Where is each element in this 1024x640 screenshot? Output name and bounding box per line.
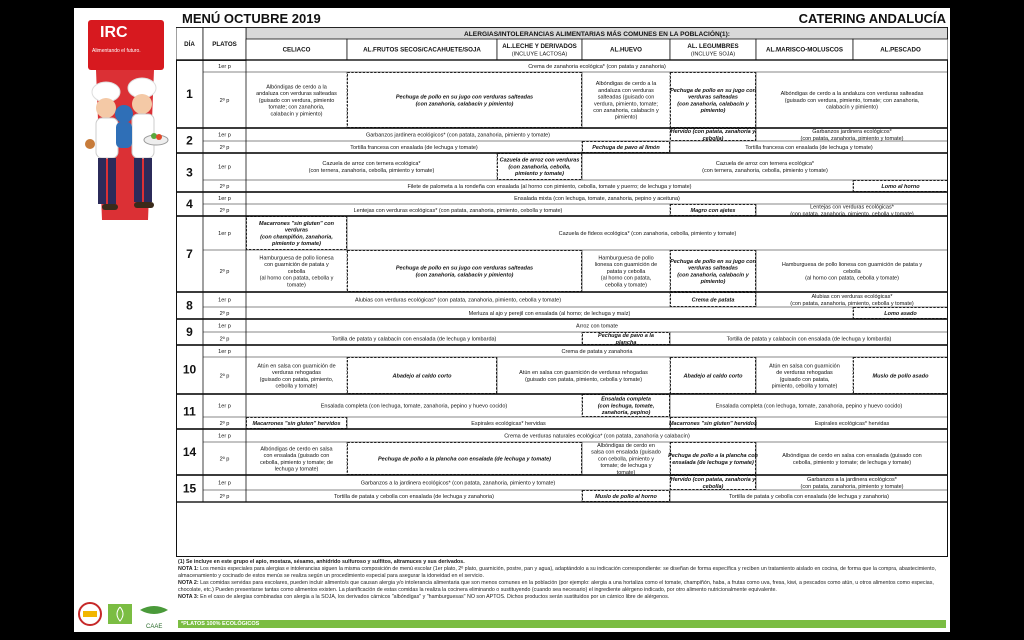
dish-text: Alubias con verduras ecológicas* (con patata, zanahoria, pimiento, cebolla y tomate) <box>354 297 562 304</box>
plato-label: 2º p <box>219 144 230 151</box>
logo-slogan: Alimentando el futuro. <box>92 48 141 54</box>
dish-text: Ensalada completa (con lechuga, tomate, zanahoria, pepino y huevo cocido) <box>320 403 508 410</box>
dish-text: Albóndigas de cerdo en salsa con ensalada (guisado con cebolla, pimiento y tomate; de lechuga y tomate) <box>591 443 661 476</box>
day-number: 4 <box>186 197 193 212</box>
plato-label: 2º p <box>219 456 230 463</box>
column-header <box>363 47 481 54</box>
dish-text: Hamburguesa de pollo lionesa con guarnición de patata y cebolla (al horno con patata, cebolla y tomate) <box>259 255 334 289</box>
dish-text: Ensalada completa (con lechuga, tomate, zanahoria, pepino) <box>597 396 655 417</box>
note-2: NOTA 2: Las comidas servidas para escolares, pueden incluir alimento/s que causan alergia y/o intolerancia alimentaria que son menos comunes en la población (por ejemplo: alergia a una hortaliza como el tomate, champiñón, haba, a frutas como uva, fresa, kiwi, a pescados como atún, u otros alimentos como especias, chocolate, etc.) Pueden presentarse tantas como alimentos existen. La planificación de estas comidas la realiza la cocinera eliminando o sustituyendo (cuando sea necesario) el ingrediente alérgeno indicado, por otro alimento nutricionalmente equivalente. <box>178 580 934 594</box>
column-header <box>184 40 195 48</box>
dish-text: Cazuela de arroz con ternera ecológica* (con ternera, zanahoria, cebolla, pimiento y tomate) <box>702 161 828 174</box>
dish-text: Atún en salsa con guarnición de verduras rehogadas (guisado con patata, pimiento, cebolla y tomate) <box>769 363 840 390</box>
dish-text: Pechuga de pollo en su jugo con verduras salteadas (con zanahoria, calabacín y pimiento) <box>670 258 756 285</box>
dish-text: Hamburguesa de pollo lionesa con guarnición de patata y cebolla (al horno con patata, cebolla y tomate) <box>594 255 658 289</box>
eco-footer-bar: *PLATOS 100% ECOLÓGICOS <box>178 620 946 628</box>
dish-text: Lentejas con verduras ecológicas* (con patata, zanahoria, pimiento, cebolla y tomate) <box>790 204 914 218</box>
menu-document <box>74 8 950 632</box>
dish-text: Espirales ecológicas* hervidas <box>471 420 546 427</box>
svg-text:PLATOS: PLATOS <box>212 41 237 49</box>
plato-label: 1er p <box>218 195 231 202</box>
dish-text: Tortilla de patata y calabacín con ensalada (de lechuga y lombarda) <box>331 336 497 343</box>
day-number: 1 <box>186 87 193 102</box>
dish-text: Tortilla francesa con ensalada (de lechuga y tomate) <box>745 144 873 151</box>
svg-text:AL.PESCADO: AL.PESCADO <box>880 46 921 54</box>
allergy-menu-table <box>176 27 948 557</box>
plato-label: 1er p <box>218 297 231 304</box>
svg-text:(INCLUYE SOJA): (INCLUYE SOJA) <box>690 51 736 58</box>
dish-text: Pechuga de pollo a la plancha con ensalada (de lechuga y tomate) <box>668 453 758 466</box>
dish-text: Pechuga de pavo a la plancha <box>598 333 654 346</box>
day-number: 3 <box>186 165 193 180</box>
dish-text: Ensalada mixta (con lechuga, tomate, zanahoria, pepino y aceituna) <box>514 195 680 202</box>
dish-text: Pechuga de pavo al limón <box>592 144 660 151</box>
column-header <box>880 47 921 54</box>
plato-label: 2º p <box>219 336 230 343</box>
plato-label: 1er p <box>218 480 231 487</box>
plato-label: 1er p <box>218 132 231 139</box>
dish-text: Abadejo al caldo corto <box>683 373 743 380</box>
dish-text: Magro con ajetes <box>690 207 736 214</box>
caae-logo-icon <box>140 606 168 614</box>
dish-text: Espirales ecológicas* hervidas <box>814 420 890 427</box>
column-header <box>212 41 237 48</box>
dish-text: Pechuga de pollo a la plancha con ensalada (de lechuga y tomate) <box>378 456 551 463</box>
group-header: ALERGIAS/INTOLERANCIAS ALIMENTARIAS MÁS COMUNES EN LA POBLACIÓN(1): <box>464 30 730 38</box>
svg-text:AL.FRUTOS SECOS/CACAHUETE/SOJA: AL.FRUTOS SECOS/CACAHUETE/SOJA <box>363 46 481 54</box>
chef-mascots-illustration <box>76 70 174 240</box>
svg-text:AL. LEGUMBRES: AL. LEGUMBRES <box>687 43 739 51</box>
dish-text: Macarrones "sin gluten" hervidos <box>668 420 758 427</box>
dish-text: Garbanzos a la jardinera ecológicos* (con patata, zanahoria, pimiento y tomate) <box>360 480 556 487</box>
dish-text: Albóndigas de cerdo a la andaluza con verduras salteadas (guisado con verdura, pimiento tomate; con zanahoria, calabacín y pimiento) <box>256 84 337 118</box>
day-number: 9 <box>186 325 193 340</box>
plato-label: 2º p <box>219 183 230 190</box>
day-number: 2 <box>186 133 193 148</box>
dish-text: Crema de patata y zanahoria <box>561 348 633 355</box>
dish-text: Garbanzos a la jardinera ecológicos* (con patata, zanahoria, pimiento y tomate) <box>800 477 904 490</box>
logo-text: IRC <box>100 24 128 41</box>
svg-text:AL.HUEVO: AL.HUEVO <box>610 46 642 54</box>
company-name: CATERING ANDALUCÍA <box>798 11 946 26</box>
dish-text: Cazuela de arroz con verduras (con zanahoria, cebolla, pimiento y tomate) <box>499 157 580 178</box>
dish-text: Cazuela de fideos ecológica* (con zanahoria, cebolla, pimiento y tomate) <box>558 230 737 237</box>
dish-text: Macarrones "sin gluten" hervidos <box>252 420 341 427</box>
dish-text: Pechuga de pollo en su jugo con verduras salteadas (con zanahoria, calabacín y pimiento) <box>395 94 534 108</box>
dish-text: Abadejo al caldo corto <box>392 373 452 380</box>
plato-label: 1er p <box>218 164 231 171</box>
svg-text:CELIACO: CELIACO <box>282 46 311 54</box>
dish-text: Pechuga de pollo en su jugo con verduras salteadas (con zanahoria, calabacín y pimiento) <box>670 87 756 114</box>
dish-text: Lomo al horno <box>881 183 920 190</box>
column-header <box>283 47 311 54</box>
svg-text:AL.LECHE Y DERIVADOS: AL.LECHE Y DERIVADOS <box>502 43 577 51</box>
dish-text: Hervido (con patata, zanahoria y cebolla) <box>670 477 756 490</box>
note-3: NOTA 3: En el caso de alergias combinadas con alergia a la SOJA, los derivados cárnicos "albóndigas" y "hamburguesas" NO son APTOS. Dichos productos serán sustituidos por un cárnico libre de alérgenos. <box>178 594 670 601</box>
dish-text: Filete de palometa a la rondeña con ensalada (al horno con pimiento, cebolla, tomate y puerro; de lechuga y tomate) <box>407 183 692 190</box>
dish-text: Alubias con verduras ecológicas* (con patata, zanahoria, pimiento, cebolla y tomate) <box>790 294 914 307</box>
plato-label: 1er p <box>218 63 231 70</box>
dish-text: Tortilla de patata y cebolla con ensalada (de lechuga y zanahoria) <box>334 493 494 500</box>
day-number: 10 <box>182 362 197 377</box>
svg-text:DÍA: DÍA <box>184 41 195 49</box>
dish-text: Atún en salsa con guarnición de verduras rehogadas (guisado con patata, pimiento, cebolla y tomate) <box>257 363 336 390</box>
dish-text: Merluza al ajo y perejil con ensalada (al horno; de lechuga y maíz) <box>468 310 631 317</box>
plato-label: 2º p <box>219 373 230 380</box>
dish-text: Macarrones "sin gluten" con verduras (con champiñón, zanahoria, pimiento y tomate) <box>259 220 334 247</box>
plato-label: 2º p <box>219 207 230 214</box>
svg-text:(INCLUYE LACTOSA): (INCLUYE LACTOSA) <box>511 51 568 58</box>
plato-label: 1er p <box>218 323 231 330</box>
day-number: 15 <box>182 481 197 496</box>
column-header <box>610 47 642 54</box>
plato-label: 2º p <box>219 420 230 427</box>
dish-text: Muslo de pollo al horno <box>595 493 657 500</box>
caae-label: CAAE <box>146 624 163 630</box>
plato-label: 2º p <box>219 97 230 104</box>
dish-text: Arroz con tomate <box>576 323 618 330</box>
day-number: 14 <box>182 445 197 460</box>
dish-text: Albóndigas de cerdo en salsa con ensalada (guisado con cebolla, pimiento y tomate; de lechuga y tomate) <box>782 453 922 466</box>
dish-text: Garbanzos jardinera ecológicos* (con patata, zanahoria, pimiento y tomate) <box>365 132 551 139</box>
menu-title: MENÚ OCTUBRE 2019 <box>182 11 321 26</box>
day-number: 7 <box>186 247 193 262</box>
dish-text: Hamburguesa de pollo lionesa con guarnición de patata y cebolla (al horno con patata, cebolla y tomate) <box>781 262 923 282</box>
dish-text: Albóndigas de cerdo en salsa con ensalada (guisado con cebolla, pimiento y tomate; de lechuga y tomate) <box>259 446 334 473</box>
dish-text: Lomo asado <box>884 310 917 317</box>
dish-text: Crema de verduras naturales ecológica* (con patata, zanahoria y calabacín) <box>504 433 690 440</box>
plato-label: 1er p <box>218 433 231 440</box>
dish-text: Tortilla francesa con ensalada (de lechuga y tomate) <box>350 144 478 151</box>
dish-text: Pechuga de pollo en su jugo con verduras salteadas (con zanahoria, calabacín y pimiento) <box>395 265 534 279</box>
plato-label: 2º p <box>219 310 230 317</box>
svg-text:AL.MARISCO-MOLUSCOS: AL.MARISCO-MOLUSCOS <box>766 46 843 54</box>
sidebar-branding <box>74 8 176 556</box>
day-number: 11 <box>183 404 196 419</box>
dish-text: Albóndigas de cerdo a la andaluza con verduras salteadas (guisado con verdura, pimiento, tomate; con zanahoria, calabacín y pimiento) <box>780 91 924 111</box>
certification-logos <box>74 598 176 632</box>
dish-text: Crema de patata <box>691 297 735 304</box>
dish-text: Tortilla de patata y calabacín con ensalada (de lechuga y lombarda) <box>726 336 892 343</box>
column-header <box>766 47 843 54</box>
dish-text: Atún en salsa con guarnición de verduras rehogadas (guisado con patata, pimiento, cebolla y tomate) <box>519 370 648 383</box>
dish-text: Albóndigas de cerdo a la andaluza con verduras salteadas (guisado con verdura, pimiento, tomate; con zanahoria, calabacín y pimiento) <box>593 81 659 121</box>
plato-label: 2º p <box>219 268 230 275</box>
notes-section <box>178 559 946 602</box>
plato-label: 1er p <box>218 348 231 355</box>
dish-text: Hervido (con patata, zanahoria y cebolla) <box>670 129 756 142</box>
note-1: NOTA 1: Los menús especiales para alergias e intolerancias siguen la misma composición de menú escolar (1er plato, 2º plato, guarnición, postre, pan y agua), adaptándolo a su indicación correspondiente: se diseñan de forma específica y reciben un tratamiento aislado en cocina, de forma que la compra, abastecimiento, almacenamiento y cocinado de estos menús se realiza según un procedimiento especial para asegurar la idoneidad en el servicio. <box>178 566 937 580</box>
plato-label: 2º p <box>219 493 230 500</box>
dish-text: Garbanzos jardinera ecológicos* (con patata, zanahoria, pimiento y tomate) <box>800 129 904 142</box>
plato-label: 1er p <box>218 230 231 237</box>
dish-text: Ensalada completa (con lechuga, tomate, zanahoria, pepino y huevo cocido) <box>715 403 903 410</box>
dish-text: Muslo de pollo asado <box>872 373 929 380</box>
plato-label: 1er p <box>218 403 231 410</box>
day-number: 8 <box>186 298 193 313</box>
dish-text: Crema de zanahoria ecológica* (con patata y zanahoria) <box>528 63 666 70</box>
dish-text: Tortilla de patata y cebolla con ensalada (de lechuga y zanahoria) <box>729 493 889 500</box>
dish-text: Cazuela de arroz con ternera ecológica* (con ternera, zanahoria, cebolla, pimiento y tomate) <box>308 161 435 174</box>
note-allergens: (1) Se incluye en este grupo el apio, mostaza, sésamo, anhídrido sulfuroso y sulfitos, altramuces y sus derivados. <box>178 559 465 565</box>
dish-text: Lentejas con verduras ecológicas* (con patata, zanahoria, pimiento, cebolla y tomate) <box>353 207 563 214</box>
